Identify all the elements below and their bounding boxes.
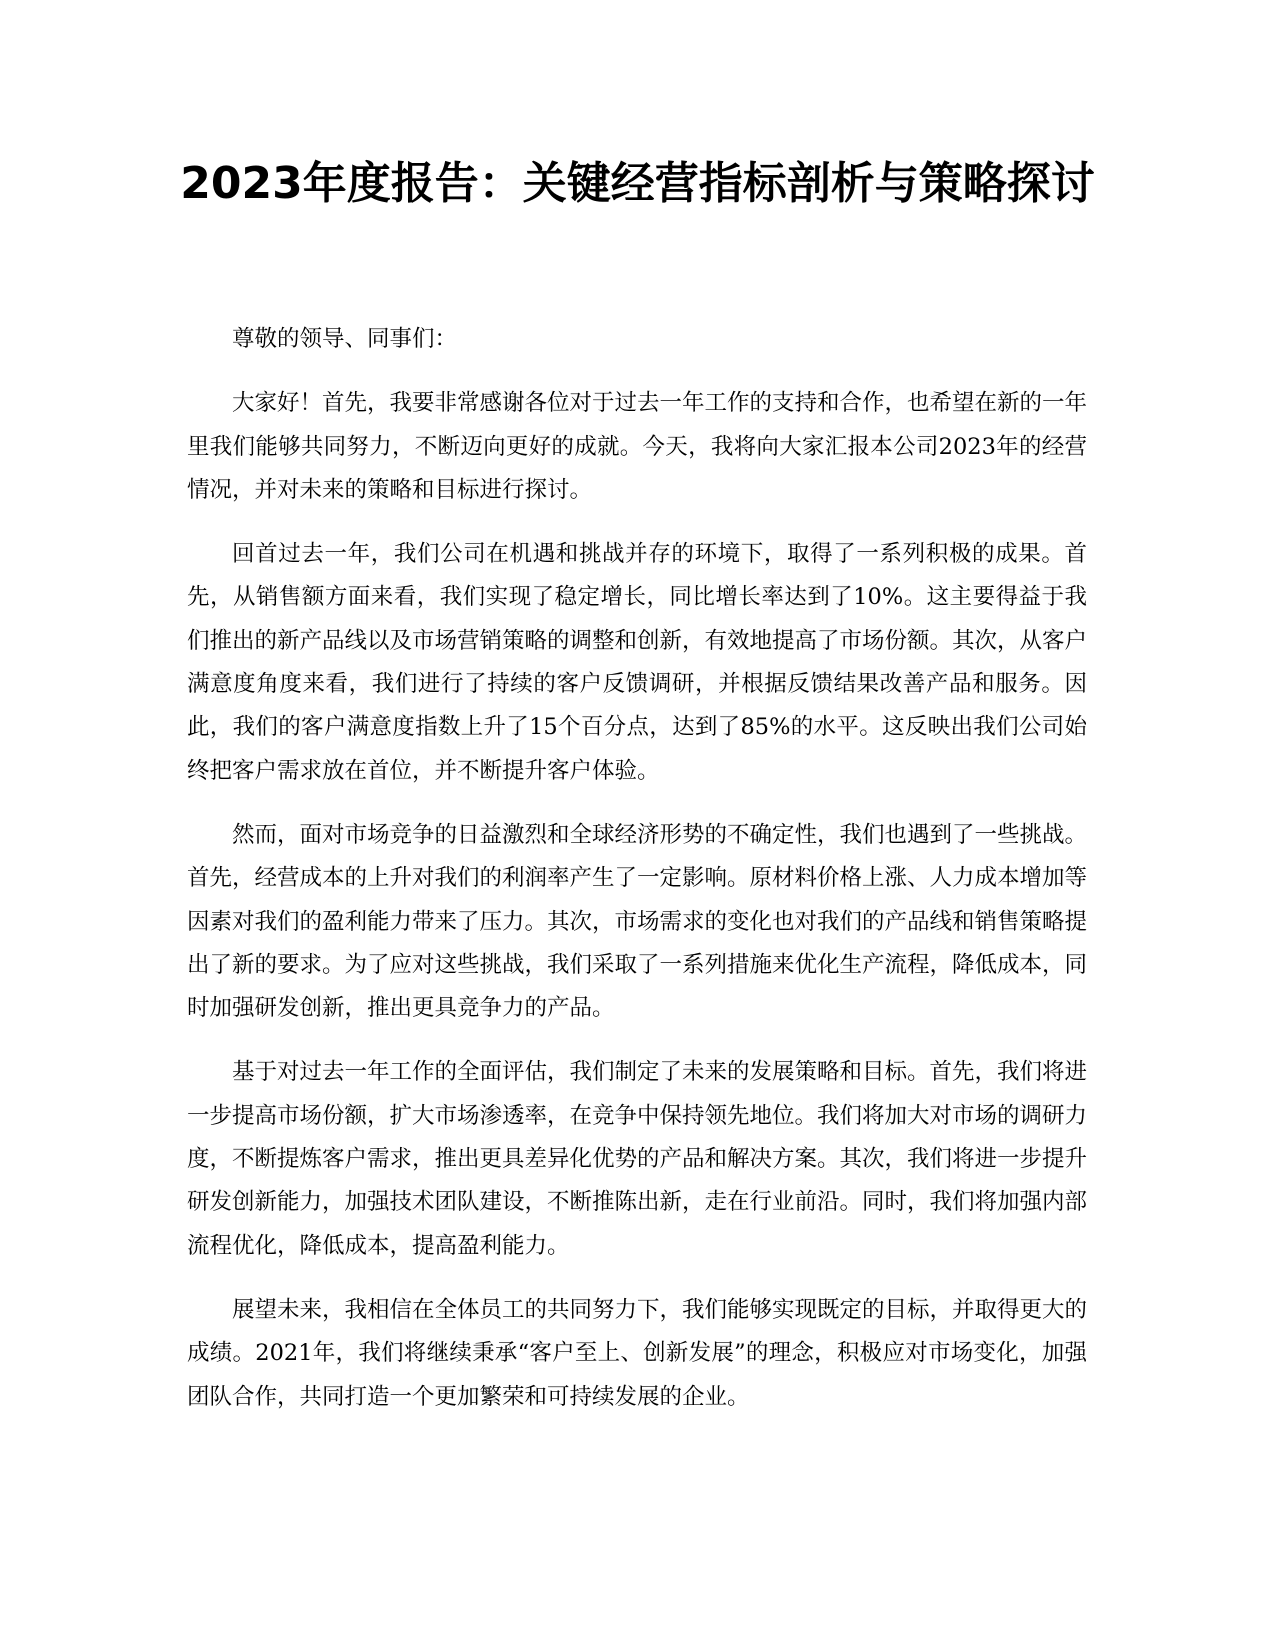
document-body [187, 318, 1087, 1440]
body-paragraph: 然而，面对市场竞争的日益激烈和全球经济形势的不确定性，我们也遇到了一些挑战。首先，经营成本的上升对我们的利润率产生了一定影响。原材料价格上涨、人力成本增加等因素对我们的盈利能力带来了压力。其次，市场需求的变化也对我们的产品线和销售策略提出了新的要求。为了应对这些挑战，我们采取了一系列措施来优化生产流程，降低成本，同时加强研发创新，推出更具竞争力的产品。 [187, 821, 1088, 1022]
document-title: 2023年度报告：关键经营指标剖析与策略探讨 [180, 158, 1095, 209]
body-paragraph: 回首过去一年，我们公司在机遇和挑战并存的环境下，取得了一系列积极的成果。首先，从销售额方面来看，我们实现了稳定增长，同比增长率达到了10%。这主要得益于我们推出的新产品线以及市场营销策略的调整和创新，有效地提高了市场份额。其次，从客户满意度角度来看，我们进行了持续的客户反馈调研，并根据反馈结果改善产品和服务。因此，我们的客户满意度指数上升了15个百分点，达到了85%的水平。这反映出我们公司始终把客户需求放在首位，并不断提升客户体验。 [187, 541, 1088, 784]
salutation-paragraph: 尊敬的领导、同事们： [232, 326, 458, 352]
body-paragraph: 基于对过去一年工作的全面评估，我们制定了未来的发展策略和目标。首先，我们将进一步提高市场份额，扩大市场渗透率，在竞争中保持领先地位。我们将加大对市场的调研力度，不断提炼客户需求，推出更具差异化优势的产品和解决方案。其次，我们将进一步提升研发创新能力，加强技术团队建设，不断推陈出新，走在行业前沿。同时，我们将加强内部流程优化，降低成本，提高盈利能力。 [187, 1059, 1088, 1259]
body-paragraph: 大家好！首先，我要非常感谢各位对于过去一年工作的支持和合作，也希望在新的一年里我们能够共同努力，不断迈向更好的成就。今天，我将向大家汇报本公司2023年的经营情况，并对未来的策略和目标进行探讨。 [187, 390, 1088, 503]
body-paragraph: 展望未来，我相信在全体员工的共同努力下，我们能够实现既定的目标，并取得更大的成绩。2021年，我们将继续秉承“客户至上、创新发展”的理念，积极应对市场变化，加强团队合作，共同打造一个更加繁荣和可持续发展的企业。 [187, 1296, 1088, 1410]
